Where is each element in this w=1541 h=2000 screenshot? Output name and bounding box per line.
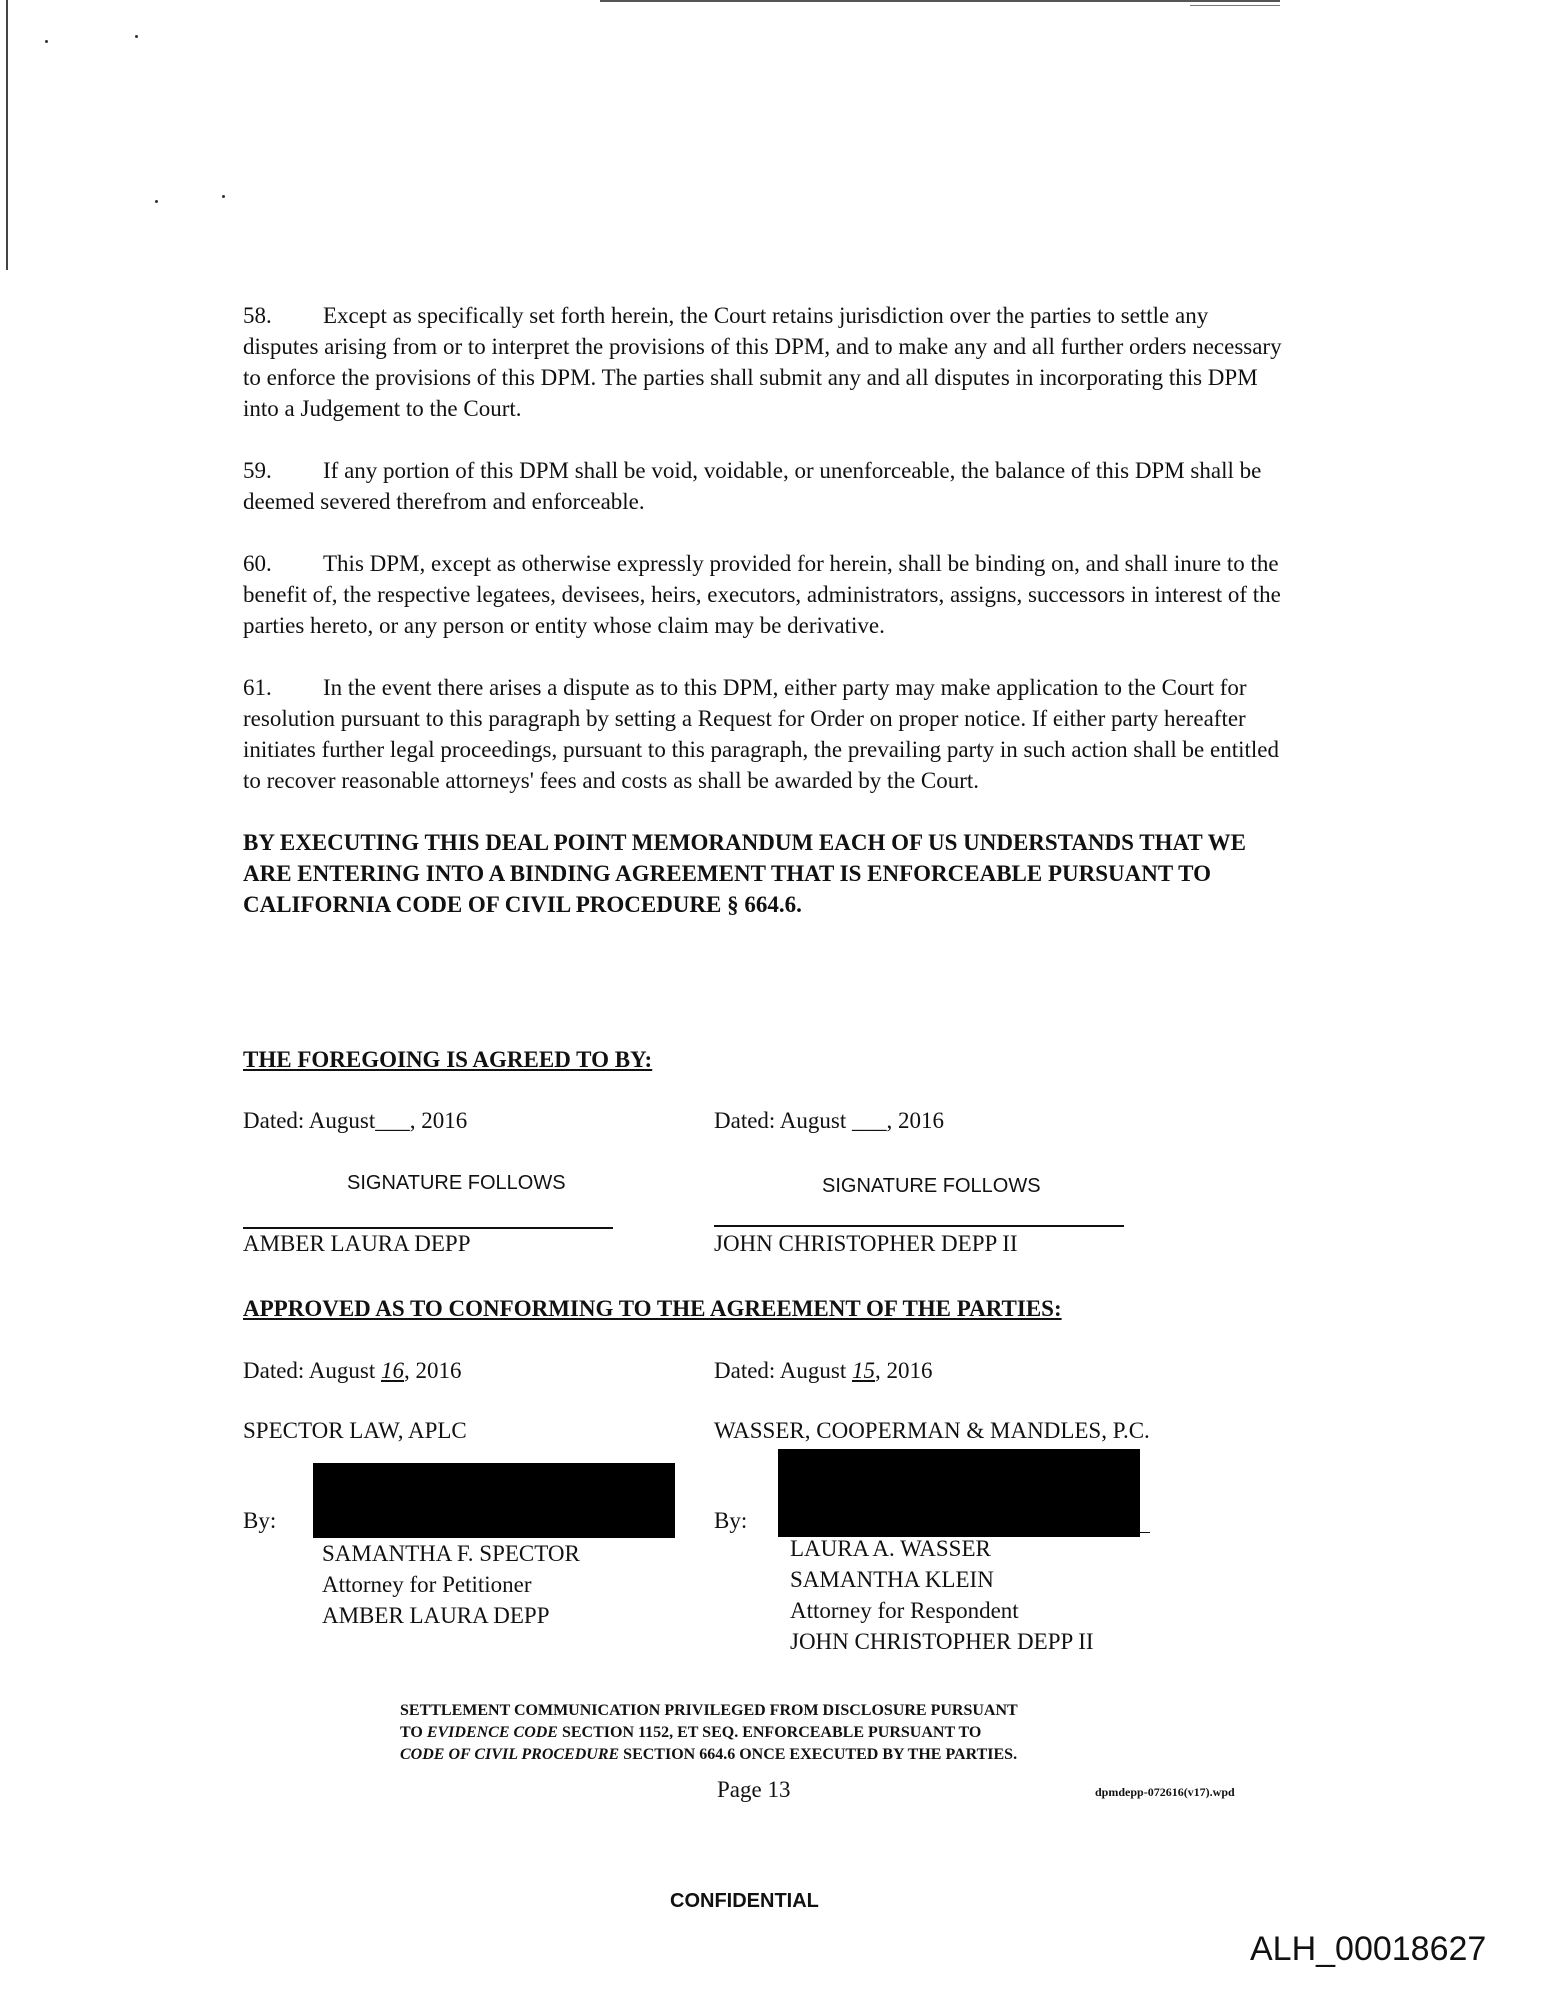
- acknowledgement-statement: BY EXECUTING THIS DEAL POINT MEMORANDUM EACH OF US UNDERSTANDS THAT WE ARE ENTERING INTO A BINDING AGREEMENT THAT IS ENFORCEABLE PURSUANT TO CALIFORNIA CODE OF CIVIL PROCEDURE § 664.6.: [243, 830, 1247, 917]
- attorney-role: Attorney for Respondent: [790, 1598, 1019, 1623]
- client-name: JOHN CHRISTOPHER DEPP II: [790, 1629, 1094, 1654]
- file-reference: dpmdepp-072616(v17).wpd: [1095, 1785, 1235, 1799]
- paragraph-60: [243, 548, 1283, 641]
- redaction-box: [313, 1463, 675, 1538]
- paragraph-text: This DPM, except as otherwise expressly provided for herein, shall be binding on, and shall inure to the benefit of, the respective legatees, devisees, heirs, executors, administrators, assigns, successors in interest of the parties hereto, or any person or entity whose claim may be derivative.: [243, 551, 1281, 638]
- right-firm-name: WASSER, COOPERMAN & MANDLES, P.C.: [714, 1418, 1150, 1443]
- scan-speck: [45, 40, 48, 43]
- privilege-line: SETTLEMENT COMMUNICATION PRIVILEGED FROM DISCLOSURE PURSUANT: [400, 1702, 1018, 1719]
- dated-prefix: Dated: August: [243, 1358, 381, 1383]
- privilege-text: SECTION 1152, ET SEQ. ENFORCEABLE PURSUANT TO: [557, 1724, 982, 1741]
- privilege-line: [400, 1744, 1200, 1766]
- client-name: AMBER LAURA DEPP: [322, 1603, 550, 1628]
- privilege-code-name: CODE OF CIVIL PROCEDURE: [400, 1746, 620, 1763]
- confidential-label: CONFIDENTIAL: [670, 1890, 819, 1912]
- paragraph-number: 59.: [243, 458, 272, 483]
- right-by-label: By:: [714, 1508, 748, 1533]
- right-attorney-block: [790, 1533, 1094, 1657]
- scan-artifact-edge: [6, 0, 8, 270]
- left-attorney-block: [322, 1538, 580, 1631]
- paragraph-61: [243, 672, 1283, 796]
- privilege-line: [400, 1722, 1200, 1744]
- right-signature-line: [714, 1225, 1124, 1227]
- left-by-label: By:: [243, 1508, 277, 1533]
- redaction-box: [778, 1449, 1140, 1537]
- signature-line-fragment: [1140, 1532, 1150, 1533]
- scan-speck: [222, 195, 225, 198]
- left-firm-name: SPECTOR LAW, APLC: [243, 1418, 467, 1443]
- paragraph-number: 61.: [243, 675, 272, 700]
- handwritten-day: 15: [852, 1358, 875, 1383]
- paragraph-number: 58.: [243, 303, 272, 328]
- left-attorney-dated: [243, 1358, 462, 1384]
- paragraph-number: 60.: [243, 551, 272, 576]
- approved-heading: APPROVED AS TO CONFORMING TO THE AGREEMENT OF THE PARTIES:: [243, 1296, 1062, 1321]
- attorney-role: Attorney for Petitioner: [322, 1572, 532, 1597]
- scan-artifact-line: [1190, 5, 1280, 6]
- scan-speck: [135, 35, 138, 38]
- left-signature-note: SIGNATURE FOLLOWS: [347, 1172, 566, 1194]
- attorney-name: LAURA A. WASSER: [790, 1536, 991, 1561]
- paragraph-text: In the event there arises a dispute as to this DPM, either party may make application to the Court for resolution pursuant to this paragraph by setting a Request for Order on proper notice. If either party hereafter initiates further legal proceedings, pursuant to this paragraph, the prevailing party in such action shall be entitled to recover reasonable attorneys' fees and costs as shall be awarded by the Court.: [243, 675, 1279, 793]
- privilege-text: SECTION 664.6 ONCE EXECUTED BY THE PARTIES.: [619, 1746, 1018, 1763]
- right-party-dated: Dated: August ___, 2016: [714, 1108, 944, 1133]
- paragraph-59: [243, 455, 1283, 517]
- right-attorney-dated: [714, 1358, 933, 1384]
- dated-prefix: Dated: August: [714, 1358, 852, 1383]
- handwritten-day: 16: [381, 1358, 404, 1383]
- paragraph-text: If any portion of this DPM shall be void, voidable, or unenforceable, the balance of this DPM shall be deemed severed therefrom and enforceable.: [243, 458, 1262, 514]
- right-party-name: JOHN CHRISTOPHER DEPP II: [714, 1231, 1018, 1256]
- privilege-notice: [400, 1700, 1200, 1766]
- bates-number: ALH_00018627: [1250, 1930, 1487, 1968]
- privilege-text: TO: [400, 1724, 427, 1741]
- paragraph-text: Except as specifically set forth herein, the Court retains jurisdiction over the parties to settle any disputes arising from or to interpret the provisions of this DPM, and to make any and all further orders necessary to enforce the provisions of this DPM. The parties shall submit any and all disputes in incorporating this DPM into a Judgement to the Court.: [243, 303, 1282, 421]
- document-body: [243, 300, 1283, 920]
- agreed-heading: THE FOREGOING IS AGREED TO BY:: [243, 1047, 653, 1072]
- dated-suffix: , 2016: [875, 1358, 933, 1383]
- right-signature-note: SIGNATURE FOLLOWS: [822, 1175, 1041, 1197]
- privilege-code-name: EVIDENCE CODE: [426, 1724, 558, 1741]
- attorney-name: SAMANTHA F. SPECTOR: [322, 1541, 580, 1566]
- dated-suffix: , 2016: [404, 1358, 462, 1383]
- left-party-name: AMBER LAURA DEPP: [243, 1231, 471, 1256]
- page-number: Page 13: [717, 1777, 791, 1802]
- scan-artifact-line: [600, 0, 1280, 2]
- attorney-name: SAMANTHA KLEIN: [790, 1567, 994, 1592]
- scan-speck: [155, 200, 158, 203]
- left-party-dated: Dated: August___, 2016: [243, 1108, 468, 1133]
- left-signature-line: [243, 1227, 613, 1229]
- paragraph-58: [243, 300, 1283, 424]
